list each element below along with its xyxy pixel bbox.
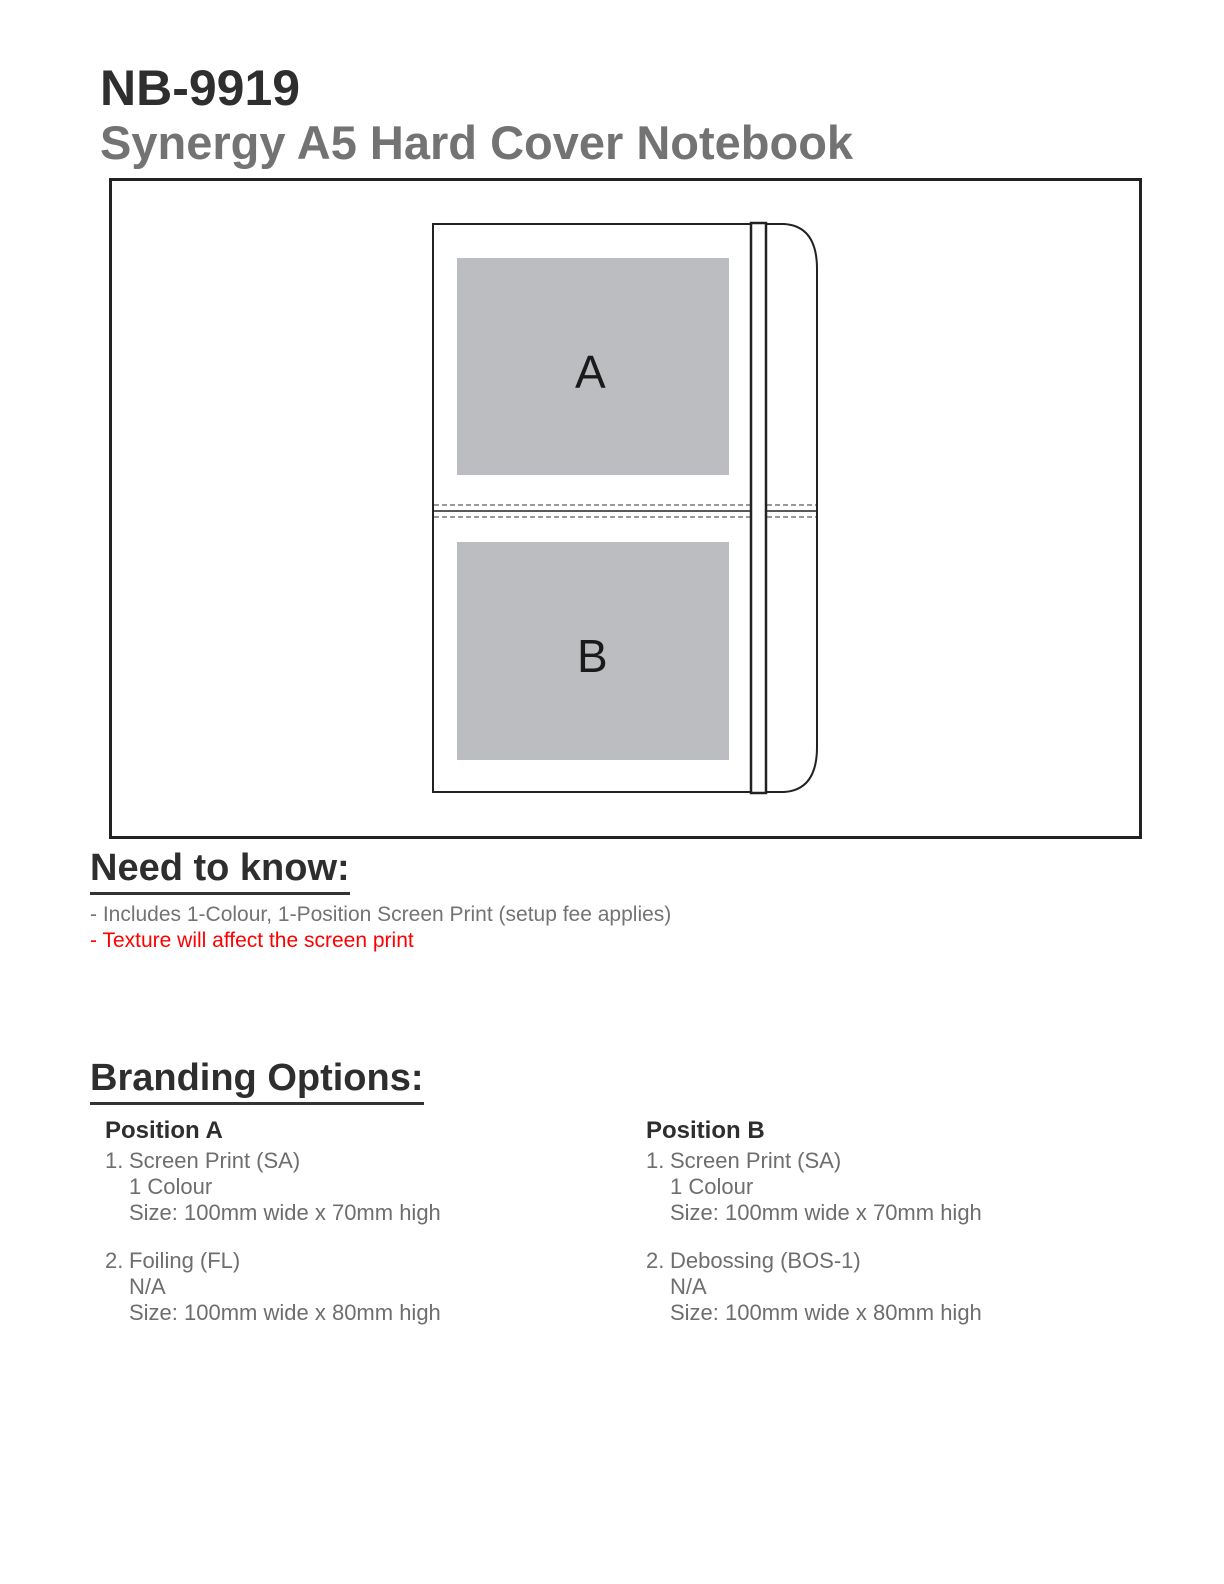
position-a-label: A [575, 346, 606, 398]
option-detail: 1 Colour [129, 1174, 213, 1199]
position-b-column [646, 1116, 1126, 1326]
option-method: Debossing (BOS-1) [670, 1248, 861, 1273]
note-texture-warning: - Texture will affect the screen print [90, 929, 414, 952]
product-name: Synergy A5 Hard Cover Notebook [100, 116, 854, 169]
option-size: Size: 100mm wide x 70mm high [670, 1200, 982, 1225]
option-size: Size: 100mm wide x 80mm high [670, 1300, 982, 1325]
option-detail: N/A [670, 1274, 707, 1299]
option-number: 2. [646, 1248, 665, 1273]
option-number: 1. [646, 1148, 665, 1173]
option-number: 2. [105, 1248, 124, 1273]
branding-option [646, 1248, 1126, 1326]
position-b-title: Position B [646, 1117, 765, 1144]
position-a-column [105, 1116, 585, 1326]
position-a-title: Position A [105, 1117, 223, 1144]
branding-option [105, 1148, 585, 1226]
position-b-label: B [577, 630, 608, 682]
option-detail: N/A [129, 1274, 166, 1299]
note-setup-fee: - Includes 1-Colour, 1-Position Screen Print (setup fee applies) [90, 903, 672, 926]
branding-option [105, 1248, 585, 1326]
option-method: Screen Print (SA) [129, 1148, 301, 1173]
option-number: 1. [105, 1148, 124, 1173]
elastic-band [751, 223, 766, 793]
need-to-know-heading: Need to know: [90, 846, 350, 895]
branding-option [646, 1148, 1126, 1226]
option-size: Size: 100mm wide x 80mm high [129, 1300, 441, 1325]
option-method: Foiling (FL) [129, 1248, 241, 1273]
branding-options-heading: Branding Options: [90, 1056, 424, 1105]
option-size: Size: 100mm wide x 70mm high [129, 1200, 441, 1225]
notebook-illustration [112, 181, 1139, 836]
option-method: Screen Print (SA) [670, 1148, 842, 1173]
option-detail: 1 Colour [670, 1174, 754, 1199]
notebook-spine-flap [766, 224, 817, 792]
product-code: NB-9919 [100, 60, 301, 116]
product-diagram-frame [109, 178, 1142, 839]
